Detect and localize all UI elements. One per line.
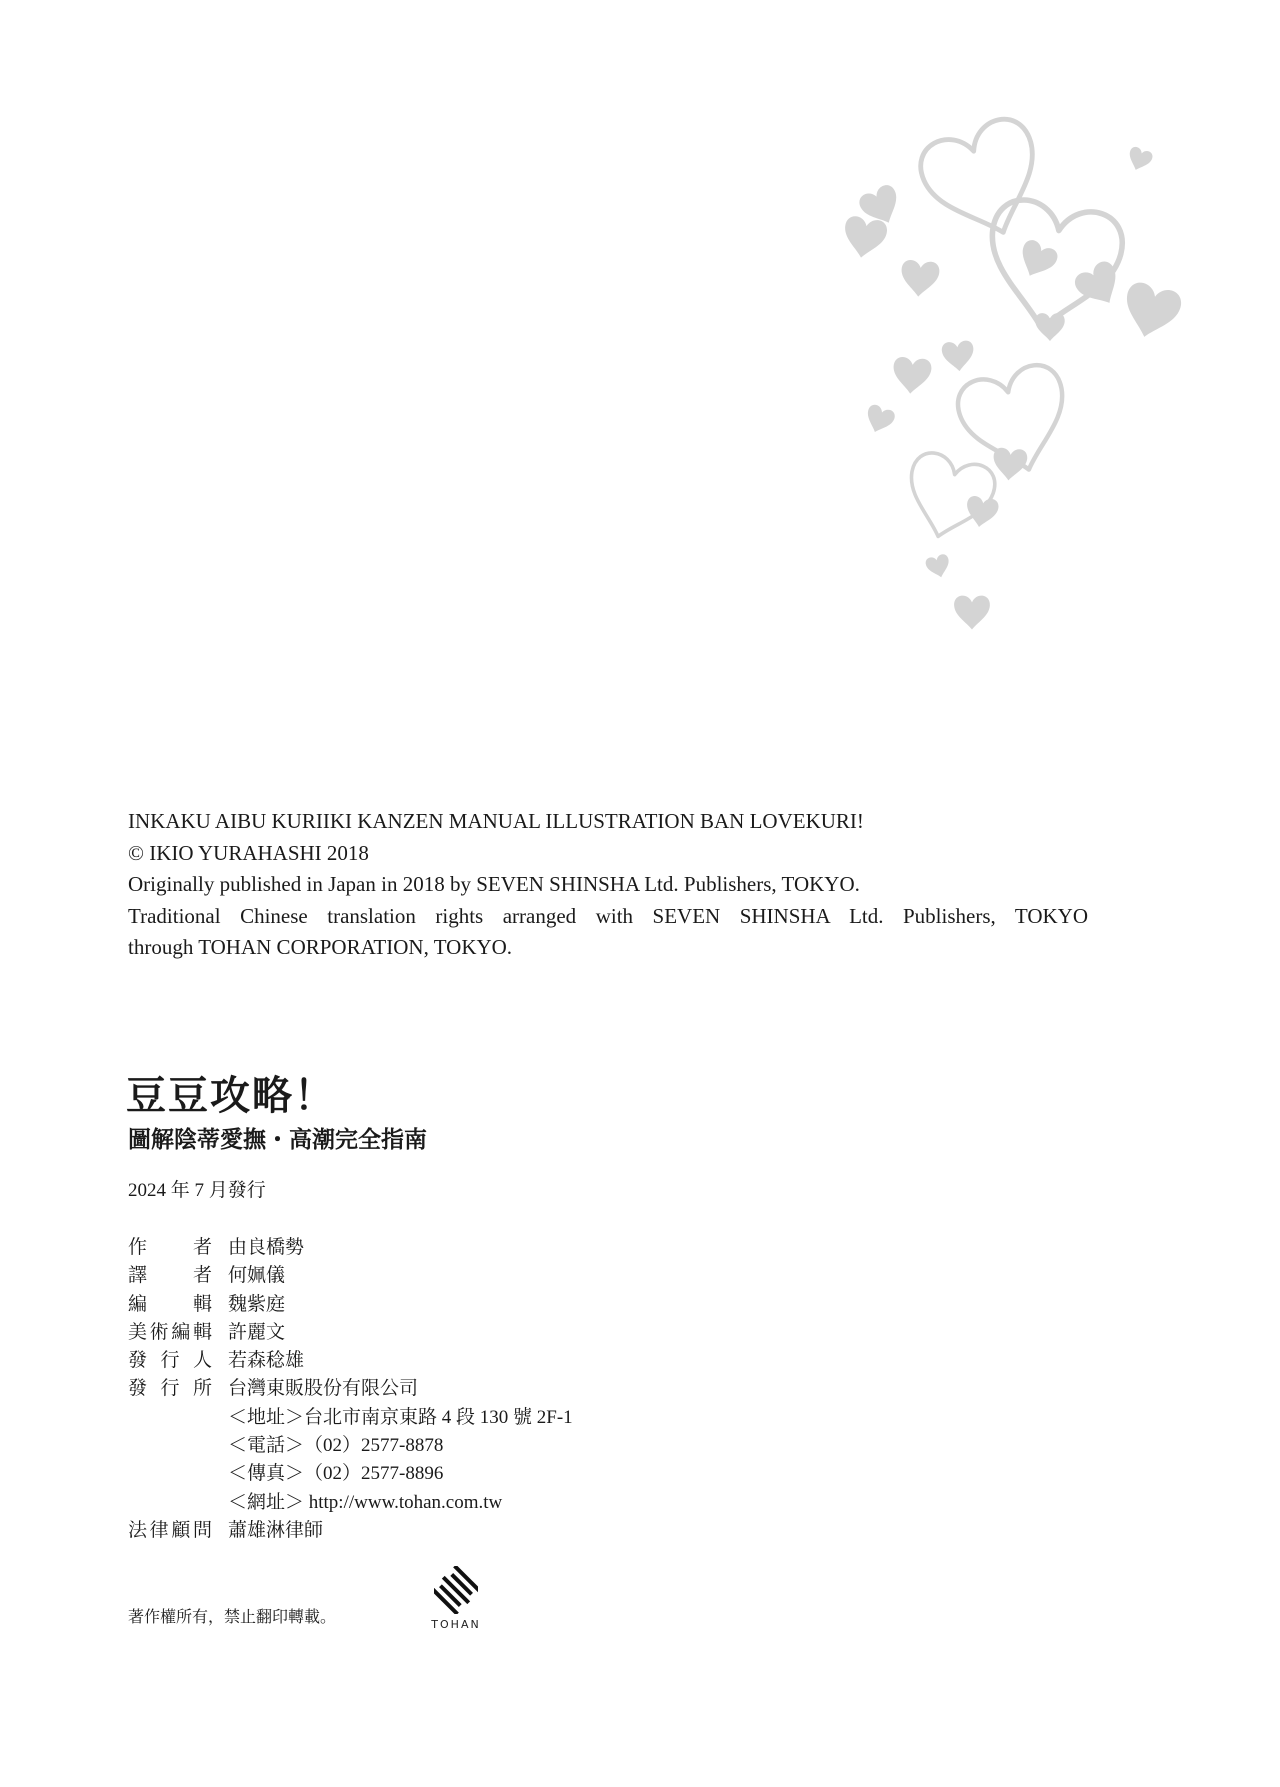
credit-label-char: 律 [149, 1519, 169, 1541]
credit-label-char: 者 [192, 1265, 212, 1287]
credit-value: 蕭雄淋律師 [228, 1519, 324, 1541]
credit-label [128, 1347, 212, 1375]
copyright-notice: 著作權所有，禁止翻印轉載。 [128, 1609, 337, 1626]
credit-label-char: 發 [128, 1350, 148, 1372]
heart-icon [1014, 237, 1061, 283]
credit-label-char: 美 [128, 1321, 148, 1343]
translation-rights-line: Traditional Chinese translation rights arranged with SEVEN SHINSHA Ltd. Publishers, TOKYO [128, 903, 1088, 928]
credit-label-char: 發 [128, 1378, 148, 1400]
book-title: 豆豆攻略！ [126, 1073, 336, 1119]
heart-icon [1118, 280, 1184, 344]
credit-author [128, 1234, 573, 1262]
publisher-fax [128, 1460, 573, 1488]
credit-label-char: 者 [192, 1237, 212, 1258]
credit-label-char: 術 [149, 1321, 169, 1343]
heart-icon [963, 495, 999, 530]
heart-outline-icon [913, 112, 1057, 252]
credit-value: 許麗文 [228, 1321, 286, 1343]
heart-icon [891, 356, 932, 395]
credit-publisher-person [128, 1347, 573, 1375]
credit-label-char: 所 [192, 1378, 212, 1400]
heart-outline-icon [897, 448, 999, 547]
credit-label-char: 行 [160, 1350, 180, 1372]
credit-label [128, 1517, 212, 1545]
credit-label-char: 作 [128, 1237, 148, 1258]
credits-block [128, 1234, 573, 1545]
publisher-logo [416, 1566, 496, 1636]
credit-label-char: 法 [128, 1519, 148, 1541]
credit-label [128, 1375, 212, 1403]
publisher-phone [128, 1432, 573, 1460]
credit-value: 魏紫庭 [228, 1293, 286, 1315]
heart-icon [941, 340, 975, 373]
credit-label-char: 編 [171, 1321, 191, 1343]
hearts-decoration-icon [800, 70, 1220, 650]
publisher-website [128, 1489, 573, 1517]
credit-label [128, 1262, 212, 1290]
copyright-block [128, 806, 1088, 964]
credit-label [128, 1291, 212, 1319]
heart-icon [954, 596, 990, 630]
credit-value: 台灣東販股份有限公司 [228, 1378, 419, 1400]
credit-publisher-company [128, 1375, 573, 1403]
agency-line: through TOHAN CORPORATION, TOKYO. [128, 935, 513, 959]
heart-icon [1125, 145, 1154, 174]
credit-label-char: 輯 [192, 1321, 212, 1343]
heart-icon [1071, 258, 1127, 314]
publisher-address [128, 1404, 573, 1432]
credit-label-char: 輯 [192, 1293, 212, 1315]
fax-text: ＜傳真＞（02）2577-8896 [228, 1463, 444, 1485]
credit-label [128, 1319, 212, 1347]
credit-label-char: 人 [192, 1350, 212, 1372]
heart-icon [924, 553, 952, 580]
credit-value: 由良橋勢 [228, 1237, 305, 1258]
heart-icon [862, 403, 897, 437]
heart-icon [840, 215, 888, 262]
credit-value: 何姵儀 [228, 1265, 286, 1287]
phone-text: ＜電話＞（02）2577-8878 [228, 1435, 444, 1457]
address-text: ＜地址＞台北市南京東路 4 段 130 號 2F-1 [228, 1406, 573, 1428]
credit-art-editor [128, 1319, 573, 1347]
heart-icon [899, 259, 940, 298]
credit-legal-counsel [128, 1517, 573, 1545]
tohan-logo-icon [434, 1566, 478, 1614]
credit-editor [128, 1291, 573, 1319]
publication-date: 2024 年 7 月發行 [128, 1180, 266, 1201]
credit-translator [128, 1262, 573, 1290]
credit-label-char: 行 [160, 1378, 180, 1400]
heart-icon [1035, 313, 1064, 341]
copyright-line: © IKIO YURAHASHI 2018 [128, 840, 369, 865]
original-publication-line: Originally published in Japan in 2018 by SEVEN SHINSHA Ltd. Publishers, TOKYO. [128, 872, 860, 896]
credit-label [128, 1234, 212, 1262]
logo-text: TOHAN [431, 1618, 481, 1631]
original-title-line: INKAKU AIBU KURIIKI KANZEN MANUAL ILLUSTRATION BAN LOVEKURI! [128, 809, 864, 833]
credit-value: 若森稔雄 [228, 1350, 305, 1372]
heart-icon [992, 447, 1028, 482]
book-subtitle: 圖解陰蒂愛撫・高潮完全指南 [128, 1127, 427, 1153]
credit-label-char: 編 [128, 1293, 148, 1315]
credit-label-char: 譯 [128, 1265, 148, 1287]
credit-label-char: 顧 [171, 1519, 191, 1541]
credit-label-char: 問 [192, 1519, 212, 1541]
website-text: ＜網址＞ http://www.tohan.com.tw [228, 1491, 503, 1513]
